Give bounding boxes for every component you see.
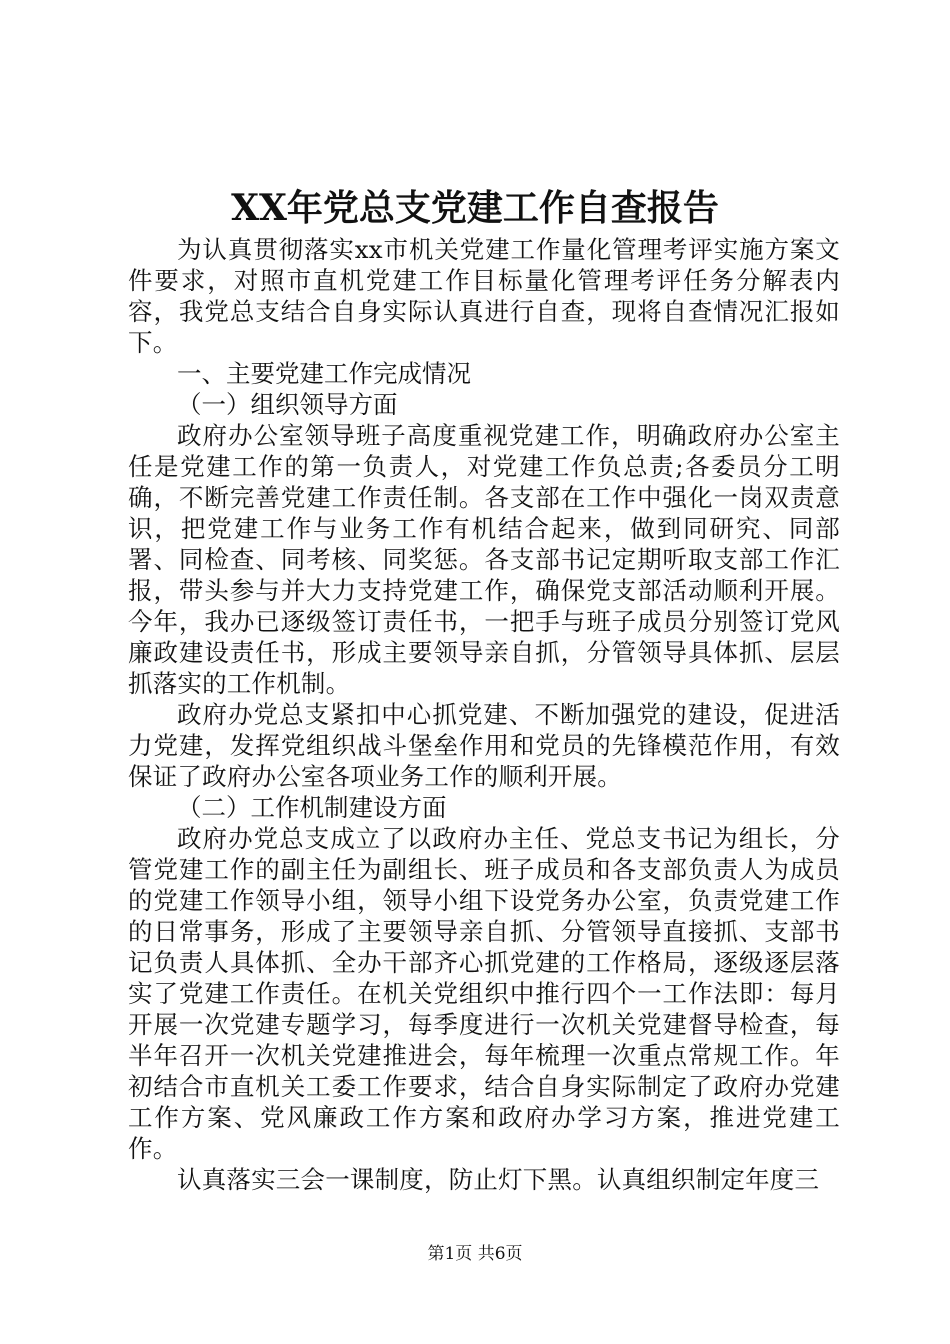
body-paragraph: 政府办党总支成立了以政府办主任、党总支书记为组长，分管党建工作的副主任为副组长、班子成员和各支部负责人为成员的党建工作领导小组，领导小组下设党务办公室，负责党建工作的日常事务，形成了主要领导亲自抓、分管领导直接抓、支部书记负责人具体抓、全办干部齐心抓党建的工作格局，逐级逐层落实了党建工作责任。在机关党组织中推行四个一工作法即：每月开展一次党建专题学习，每季度进行一次机关党建督导检查，每半年召开一次机关党建推进会，每年梳理一次重点常规工作。年初结合市直机关工委工作要求，结合自身实际制定了政府办党建工作方案、党风廉政工作方案和政府办学习方案，推进党建工作。	[128, 824, 840, 1163]
section-heading-1: 一、主要党建工作完成情况	[177, 359, 471, 388]
intro-paragraph: 为认真贯彻落实xx市机关党建工作量化管理考评实施方案文件要求，对照市直机党建工作目标量化管理考评任务分解表内容，我党总支结合自身实际认真进行自查，现将自查情况汇报如下。	[128, 235, 840, 357]
body-paragraph: 政府办公室领导班子高度重视党建工作，明确政府办公室主任是党建工作的第一负责人，对党建工作负总责;各委员分工明确，不断完善党建工作责任制。各支部在工作中强化一岗双责意识，把党建工作与业务工作有机结合起来，做到同研究、同部署、同检查、同考核、同奖惩。各支部书记定期听取支部工作汇报，带头参与并大力支持党建工作，确保党支部活动顺利开展。今年，我办已逐级签订责任书，一把手与班子成员分别签订党风廉政建设责任书，形成主要领导亲自抓，分管领导具体抓、层层抓落实的工作机制。	[128, 421, 840, 698]
page-number-footer: 第1页 共6页	[427, 1244, 523, 1264]
subsection-heading-1: （一）组织领导方面	[177, 390, 398, 419]
document-title: XX年党总支党建工作自查报告	[231, 187, 719, 229]
document-body	[128, 234, 840, 1195]
subsection-heading-2: （二）工作机制建设方面	[177, 793, 447, 822]
body-paragraph: 政府办党总支紧扣中心抓党建、不断加强党的建设，促进活力党建，发挥党组织战斗堡垒作用和党员的先锋模范作用，有效保证了政府办公室各项业务工作的顺利开展。	[128, 700, 840, 791]
body-paragraph: 认真落实三会一课制度，防止灯下黑。认真组织制定年度三	[177, 1165, 820, 1194]
